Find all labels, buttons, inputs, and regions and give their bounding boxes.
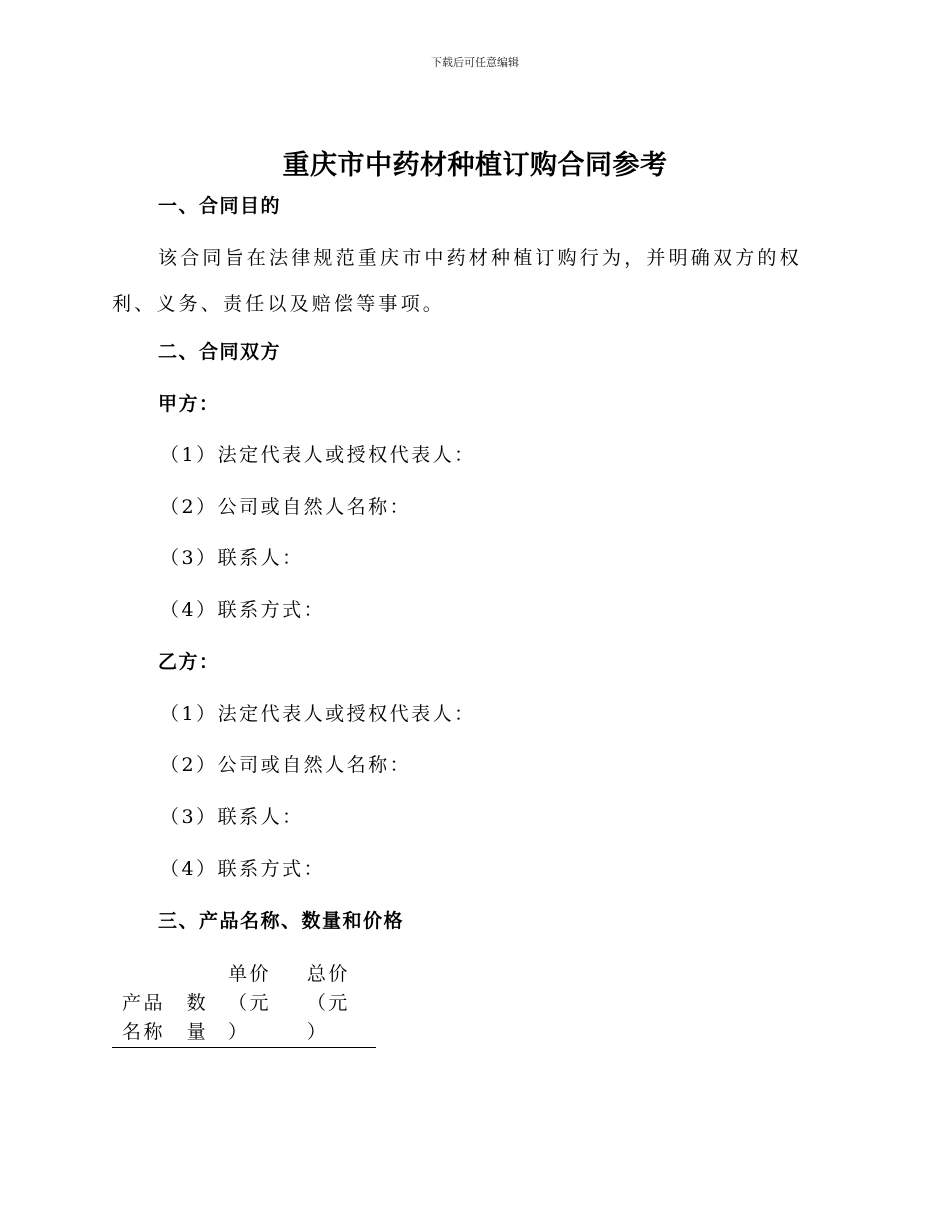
- header-line: ）: [306, 1021, 329, 1043]
- party-a-label: 甲方：: [158, 393, 220, 415]
- party-a-item: （3）联系人：: [160, 547, 304, 569]
- party-a-item: （1）法定代表人或授权代表人：: [160, 444, 476, 466]
- party-b-item: （2）公司或自然人名称：: [160, 754, 412, 776]
- party-a-item: （2）公司或自然人名称：: [160, 496, 412, 518]
- header-line: 量: [186, 1021, 209, 1043]
- party-a-item: （4）联系方式：: [160, 599, 326, 621]
- header-line: [187, 960, 228, 989]
- header-line: 数: [186, 992, 209, 1014]
- header-line: 产品: [122, 992, 166, 1014]
- header-line: ）: [227, 1021, 250, 1043]
- table-header-row: [112, 960, 376, 1047]
- page-header-note: 下载后可任意编辑: [431, 56, 519, 69]
- header-line: [122, 960, 187, 989]
- product-table-container: [112, 960, 376, 1048]
- party-b-item: （4）联系方式：: [160, 858, 326, 880]
- header-line: （元: [227, 992, 271, 1014]
- section-heading-purpose: 一、合同目的: [158, 195, 282, 217]
- document-title: 重庆市中药材种植订购合同参考: [282, 150, 668, 181]
- header-line: 名称: [122, 1021, 166, 1043]
- table-header-total-price: [307, 960, 376, 1047]
- table-header-product-name: [112, 960, 187, 1047]
- table-header-unit-price: [228, 960, 307, 1047]
- table-header-quantity: [187, 960, 228, 1047]
- section-heading-parties: 二、合同双方: [158, 341, 282, 363]
- header-line: 单价: [227, 963, 271, 985]
- party-b-item: （1）法定代表人或授权代表人：: [160, 703, 476, 725]
- header-line: 总价: [306, 963, 350, 985]
- header-line: （元: [306, 992, 350, 1014]
- product-table: [112, 960, 376, 1047]
- section-body-purpose: 该合同旨在法律规范重庆市中药材种植订购行为，并明确双方的权利、义务、责任以及赔偿等事项。: [112, 247, 802, 315]
- section-heading-products: 三、产品名称、数量和价格: [158, 910, 405, 932]
- party-b-item: （3）联系人：: [160, 806, 304, 828]
- party-b-label: 乙方：: [158, 651, 220, 673]
